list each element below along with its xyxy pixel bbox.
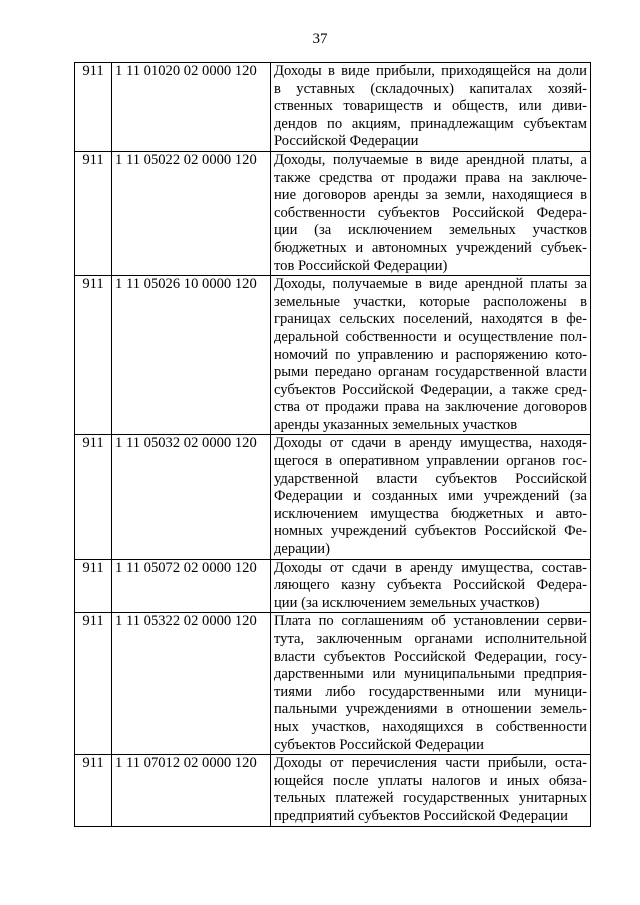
revenue-description-cell	[271, 151, 591, 275]
description-line: дарственными или муниципальными предприя-	[274, 666, 587, 683]
administrator-code-cell: 911	[75, 755, 112, 826]
description-line: Федерации и созданных ими учреждений (за	[274, 488, 587, 505]
description-line: тута, заключенным органами исполнительной	[274, 631, 587, 647]
description-line: в уставных (складочных) капиталах хозяй-	[274, 80, 587, 97]
description-line: ющейся после уплаты налогов и иных обяза-	[274, 772, 587, 789]
description-line: бюджетных и автономных учреждений субъек-	[274, 239, 587, 256]
description-line: деральной собственности и осуществление пол-	[274, 328, 587, 345]
revenue-description-cell	[271, 276, 591, 435]
budget-classification-code-cell: 1 11 05032 02 0000 120	[112, 435, 271, 559]
table-row	[75, 755, 591, 826]
revenue-description-cell	[271, 435, 591, 559]
revenue-description-cell	[271, 613, 591, 755]
description-line: тельных платежей государственных унитарных	[274, 790, 587, 807]
description-line: ляющего казну субъекта Российской Федера-	[274, 577, 587, 594]
description-line: щегося в оперативном управлении органов гос-	[274, 453, 587, 470]
description-line: Российской Федерации	[274, 133, 419, 150]
description-line: предприятий субъектов Российской Федерации	[274, 807, 568, 824]
description-line: дендов по акциям, принадлежащим субъектам	[274, 115, 587, 132]
description-line: власти субъектов Российской Федерации, госу-	[274, 648, 587, 665]
description-line: ции (за исключением земельных участков)	[274, 594, 540, 611]
administrator-code-cell: 911	[75, 559, 112, 613]
description-line: собственности субъектов Российской Федера-	[274, 204, 587, 221]
description-line: дерации)	[274, 541, 330, 558]
table-row	[75, 613, 591, 755]
description-line: номных учреждений субъектов Российской Фе-	[274, 523, 587, 540]
description-line: ственных товариществ и обществ, или диви-	[274, 98, 587, 115]
description-line: Доходы в виде прибыли, приходящейся на доли	[274, 63, 587, 79]
description-line: ции (за исключением земельных участков	[274, 222, 587, 239]
budget-classification-code-cell: 1 11 05322 02 0000 120	[112, 613, 271, 755]
description-line: земельные участки, которые расположены в	[274, 293, 587, 310]
description-line: Доходы от сдачи в аренду имущества, находя-	[274, 435, 587, 452]
description-line: исключением имущества бюджетных и авто-	[274, 505, 587, 522]
description-line: номочий по управлению и распоряжению кото-	[274, 346, 587, 363]
page-number: 37	[312, 31, 328, 47]
description-line: Доходы от сдачи в аренду имущества, состав-	[274, 559, 587, 576]
table-body	[75, 63, 591, 827]
budget-classification-code-cell: 1 11 05022 02 0000 120	[112, 151, 271, 275]
description-line: границах сельских поселений, находятся в фе-	[274, 311, 587, 328]
revenue-description-cell	[271, 755, 591, 826]
administrator-code-cell: 911	[75, 435, 112, 559]
description-line: субъектов Российской Федерации	[274, 736, 484, 753]
revenue-description-cell	[271, 559, 591, 613]
administrator-code-cell: 911	[75, 63, 112, 152]
description-line: Доходы от перечисления части прибыли, оста-	[274, 755, 587, 772]
description-line: Доходы, получаемые в виде арендной платы, а	[274, 151, 587, 168]
description-line: рыми передано органам государственной власти	[274, 364, 587, 381]
description-line: аренды указанных земельных участков	[274, 416, 518, 433]
description-line: пальными учреждениями в отношении земель-	[274, 701, 587, 718]
table-row	[75, 559, 591, 613]
budget-classification-code-cell: 1 11 07012 02 0000 120	[112, 755, 271, 826]
revenue-description-cell	[271, 63, 591, 152]
description-line: тиями либо государственными или муници-	[274, 683, 587, 700]
description-line: также средства от продажи права на заключе-	[274, 169, 587, 186]
description-line: субъектов Российской Федерации, а также сред-	[274, 381, 587, 398]
description-line: ных участков, находящихся в собственности	[274, 718, 587, 735]
description-line: ударственной власти субъектов Российской	[274, 470, 587, 487]
budget-classification-code-cell: 1 11 05026 10 0000 120	[112, 276, 271, 435]
budget-classification-code-cell: 1 11 01020 02 0000 120	[112, 63, 271, 152]
table-row	[75, 276, 591, 435]
description-line: Доходы, получаемые в виде арендной платы за	[274, 276, 587, 293]
description-line: Плата по соглашениям об установлении серви-	[274, 613, 587, 630]
description-line: тов Российской Федерации)	[274, 257, 448, 274]
description-line: ства от продажи права на заключение договоров	[274, 399, 587, 416]
budget-revenue-table	[74, 62, 591, 827]
table-row	[75, 63, 591, 152]
administrator-code-cell: 911	[75, 276, 112, 435]
table-row	[75, 151, 591, 275]
administrator-code-cell: 911	[75, 613, 112, 755]
description-line: ние договоров аренды за земли, находящиеся в	[274, 187, 587, 204]
budget-classification-code-cell: 1 11 05072 02 0000 120	[112, 559, 271, 613]
administrator-code-cell: 911	[75, 151, 112, 275]
table-row	[75, 435, 591, 559]
